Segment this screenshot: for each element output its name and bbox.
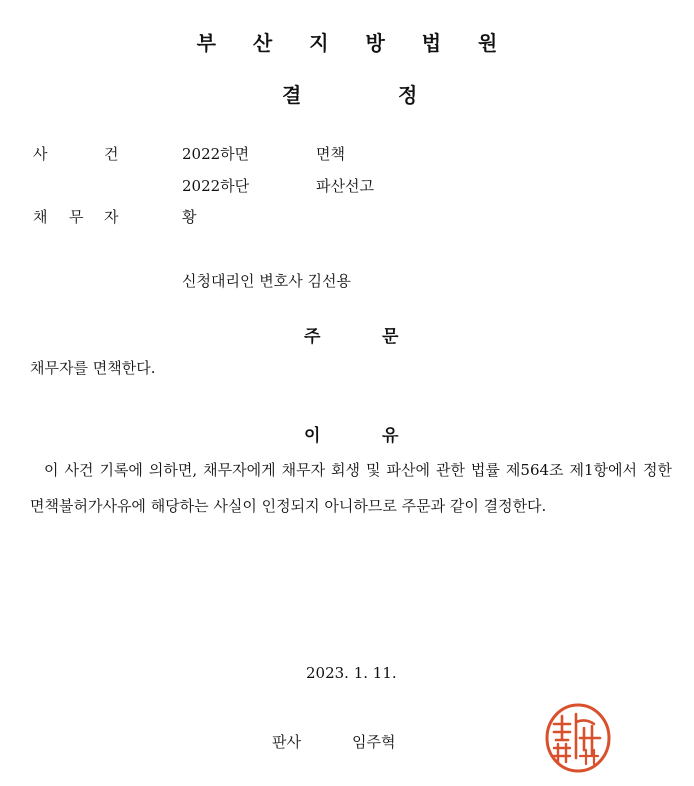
applicant-agent: 신청대리인 변호사 김선용 (182, 272, 351, 290)
case-number-2: 2022하단 (182, 177, 250, 195)
case-type-1: 면책 (316, 145, 345, 163)
debtor-label-char-2: 무 (69, 208, 84, 226)
debtor-label-char-3: 자 (104, 208, 119, 226)
debtor-name: 황 (182, 208, 197, 226)
case-label-char-2: 건 (104, 145, 119, 163)
judge-name: 임주혁 (352, 733, 396, 751)
decision-date: 2023. 1. 11. (306, 664, 397, 682)
debtor-label-char-1: 채 (33, 208, 48, 226)
document-title-left: 결 (282, 83, 302, 107)
reason-title-right: 유 (382, 426, 399, 446)
court-name: 부 산 지 방 법 원 (196, 31, 513, 55)
order-title-right: 문 (382, 327, 399, 347)
case-type-2: 파산선고 (316, 177, 374, 195)
reason-text: 이 사건 기록에 의하면, 채무자에게 채무자 회생 및 파산에 관한 법률 제564조 제1항에서 정한 면책불허가사유에 해당하는 사실이 인정되지 아니하므로 주문과 같이 결정한다. (30, 461, 672, 515)
judge-seal-stamp (540, 700, 616, 776)
document-title-right: 정 (398, 83, 418, 107)
case-number-1: 2022하면 (182, 145, 250, 163)
order-text: 채무자를 면책한다. (30, 359, 156, 377)
case-label-char-1: 사 (33, 145, 48, 163)
reason-title-left: 이 (304, 426, 321, 446)
order-title-left: 주 (304, 327, 321, 347)
judge-label: 판사 (272, 733, 301, 751)
